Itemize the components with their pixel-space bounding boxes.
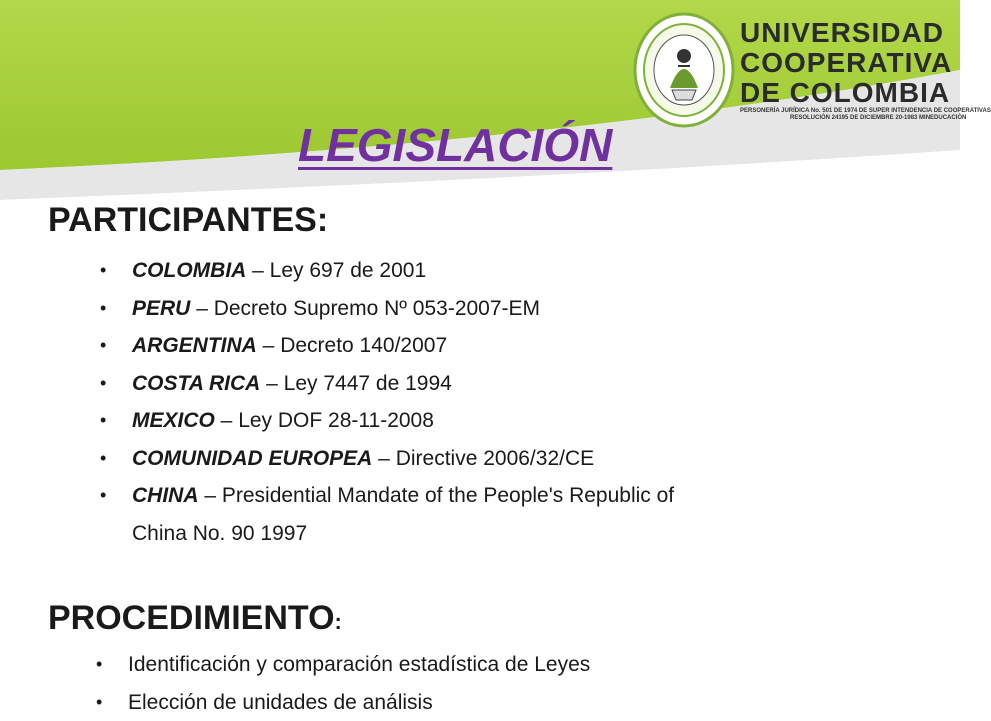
country-name: COLOMBIA [132, 259, 246, 282]
bullet-icon: • [100, 252, 106, 290]
law-reference: – Directive 2006/32/CE [372, 447, 594, 470]
procedimiento-heading-colon: : [335, 609, 342, 634]
logo-legal-line-2: RESOLUCIÓN 24195 DE DICIEMBRE 20-1983 MINEDUCACIÓN [740, 115, 991, 122]
list-item [100, 477, 674, 552]
logo-line-3: DE COLOMBIA [740, 78, 991, 108]
bullet-icon: • [100, 290, 106, 328]
logo-legal-line-1: PERSONERÍA JURÍDICA No. 501 DE 1974 DE SUPER INTENDENCIA DE COOPERATIVAS [740, 108, 991, 115]
bullet-icon: • [100, 477, 106, 515]
law-reference: – Ley DOF 28-11-2008 [215, 409, 434, 432]
university-seal-icon [632, 10, 736, 130]
law-reference: – Ley 7447 de 1994 [260, 372, 452, 395]
country-name: CHINA [132, 484, 199, 507]
list-item [100, 290, 674, 328]
bullet-icon: • [100, 402, 106, 440]
logo-line-2: COOPERATIVA [740, 48, 991, 78]
slide-title: LEGISLACIÓN [298, 118, 612, 172]
participantes-heading: PARTICIPANTES: [48, 200, 328, 240]
procedimiento-heading [48, 598, 342, 642]
list-item [100, 440, 674, 478]
procedure-text: Elección de unidades de análisis [128, 691, 433, 714]
country-name: COMUNIDAD EUROPEA [132, 447, 372, 470]
list-item [100, 646, 590, 684]
list-item [100, 402, 674, 440]
law-reference: – Decreto Supremo Nº 053-2007-EM [190, 297, 540, 320]
logo-wordmark [740, 18, 991, 122]
law-reference: – Presidential Mandate of the People's Republic of [199, 484, 675, 507]
bullet-icon: • [96, 684, 102, 721]
bullet-icon: • [100, 440, 106, 478]
list-item [100, 365, 674, 403]
country-name: COSTA RICA [132, 372, 260, 395]
bullet-icon: • [96, 646, 102, 684]
logo-line-1: UNIVERSIDAD [740, 18, 991, 48]
country-name: PERU [132, 297, 190, 320]
law-reference: – Decreto 140/2007 [257, 334, 447, 357]
bullet-icon: • [100, 327, 106, 365]
bullet-icon: • [100, 365, 106, 403]
procedimiento-list [100, 646, 590, 721]
list-item [100, 252, 674, 290]
procedimiento-heading-text: PROCEDIMIENTO [48, 599, 335, 637]
law-reference: – Ley 697 de 2001 [246, 259, 426, 282]
list-item [100, 684, 590, 721]
university-logo [632, 10, 950, 135]
law-reference-continuation: China No. 90 1997 [132, 515, 674, 553]
list-item [100, 327, 674, 365]
country-name: ARGENTINA [132, 334, 257, 357]
participantes-list [100, 252, 674, 552]
country-name: MEXICO [132, 409, 215, 432]
procedure-text: Identificación y comparación estadística de Leyes [128, 653, 590, 676]
